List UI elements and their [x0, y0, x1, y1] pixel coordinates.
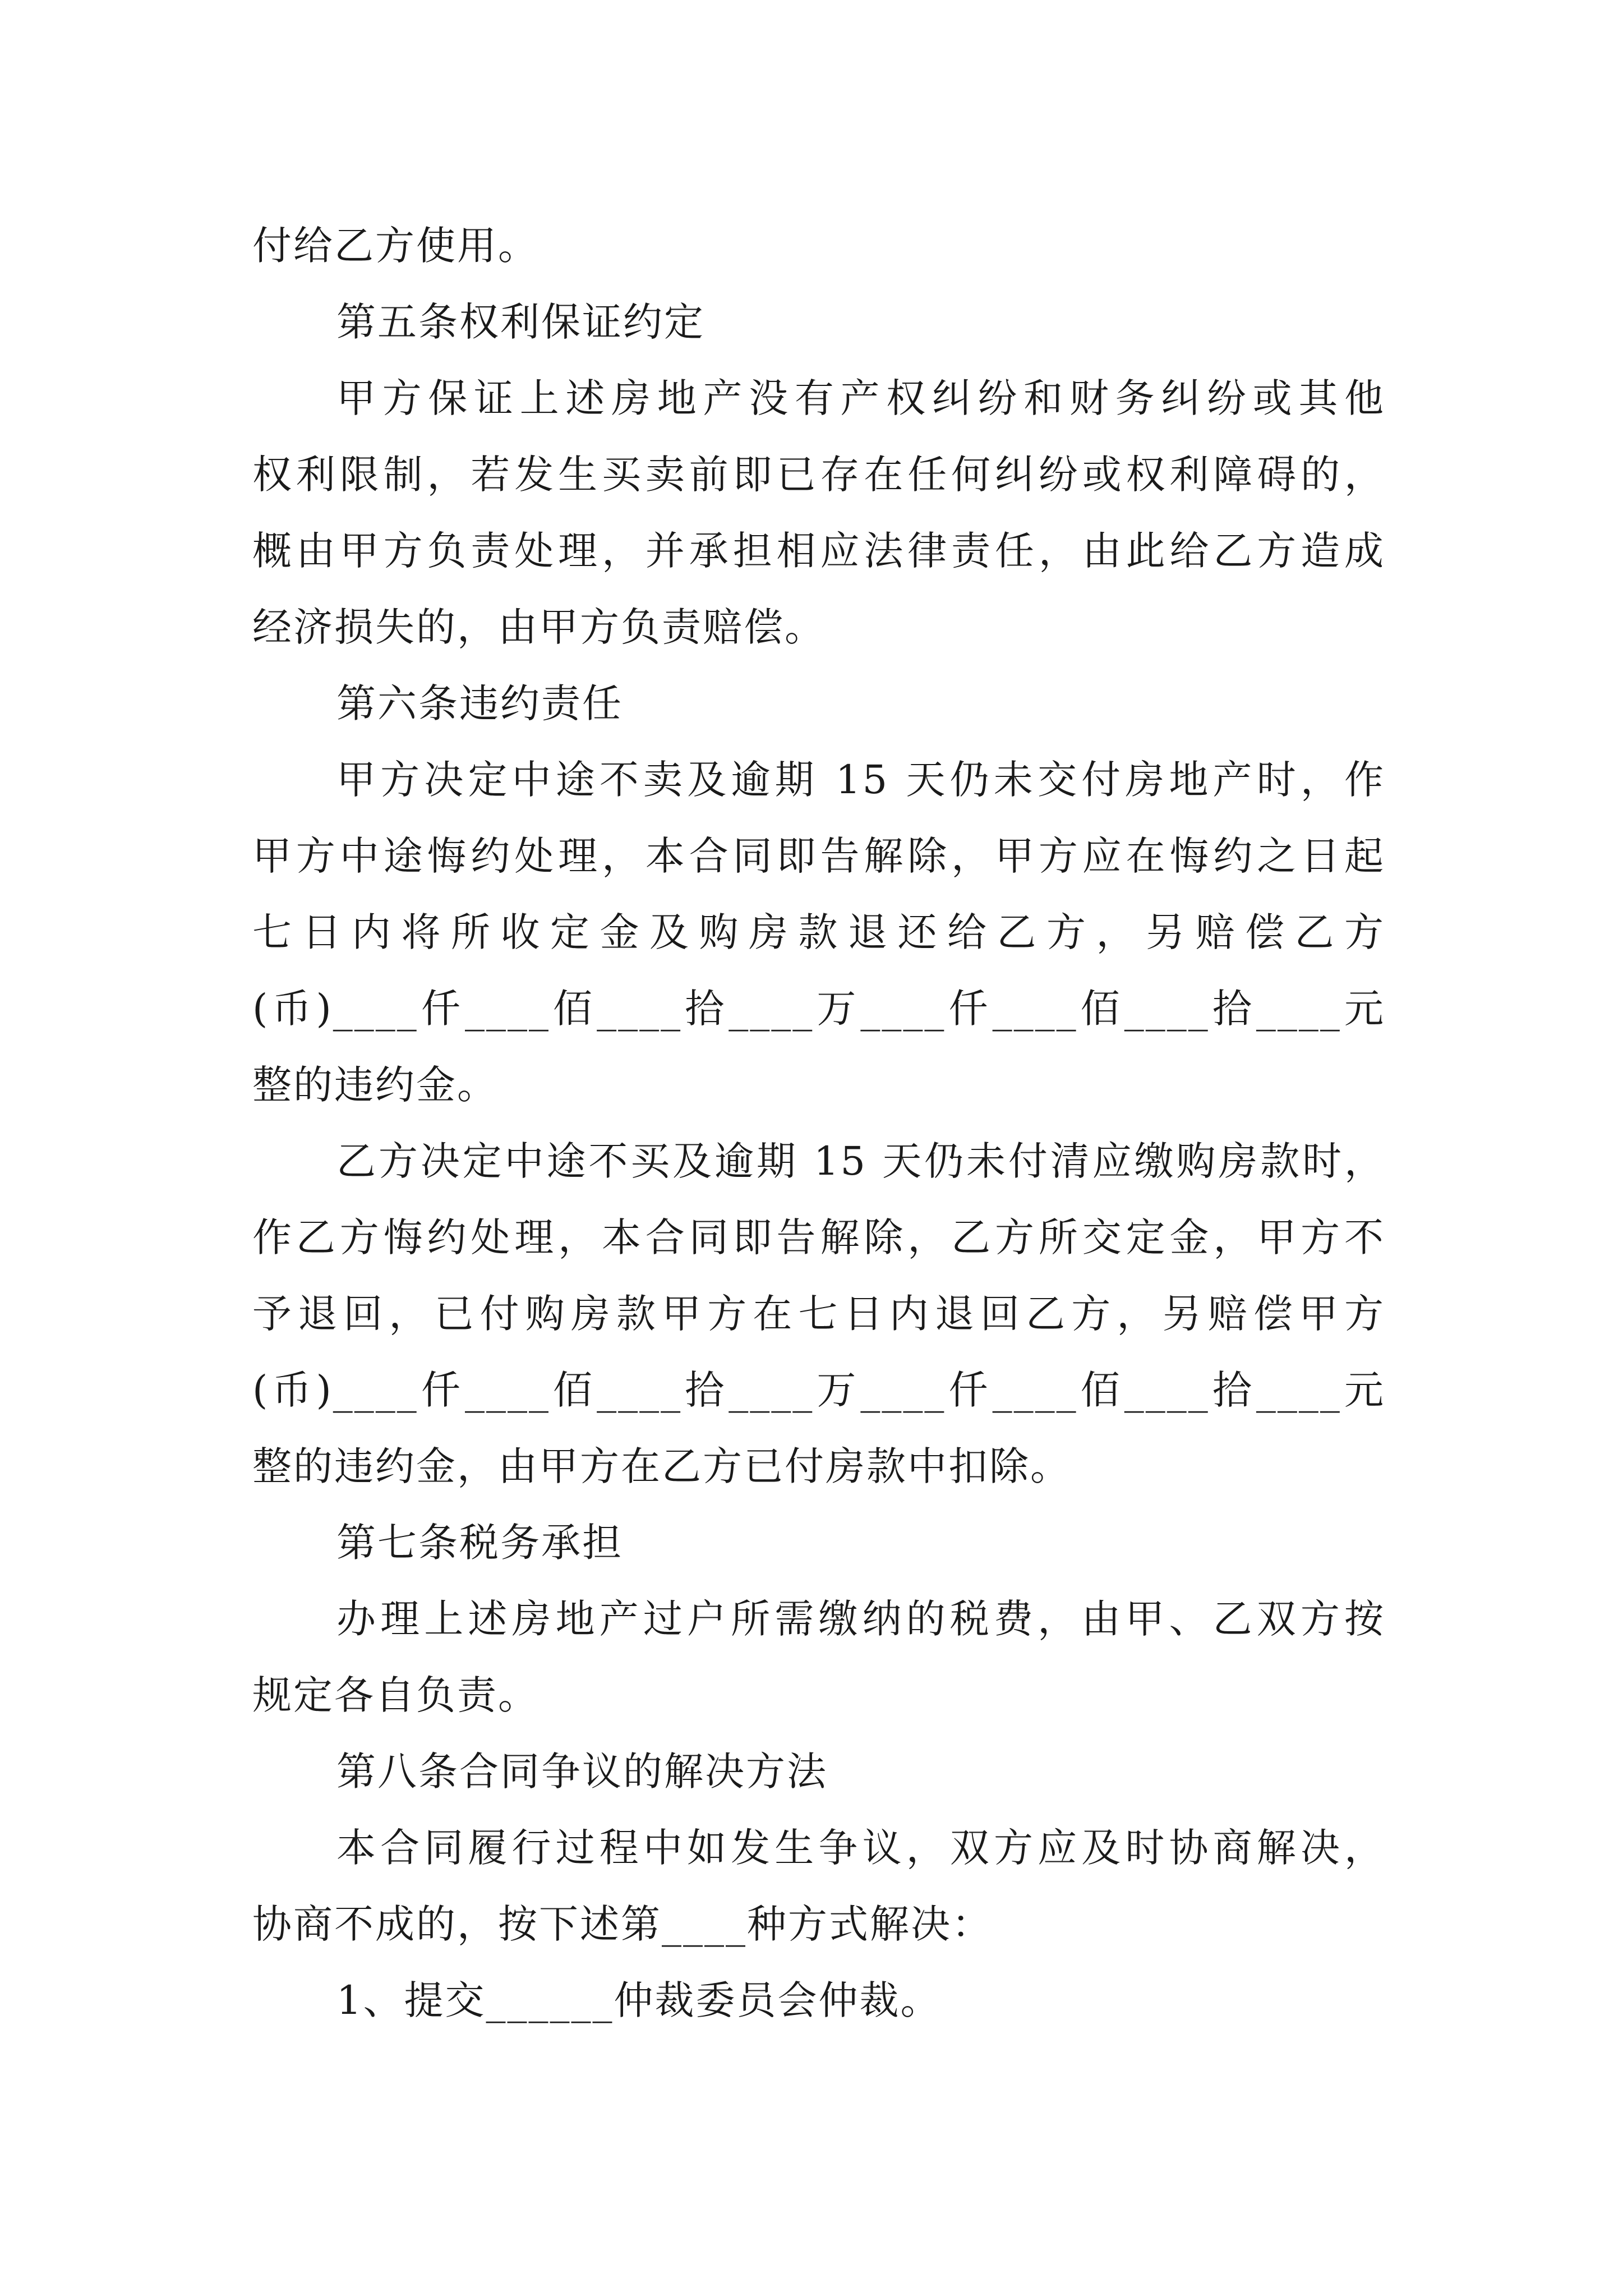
text-line: 甲方保证上述房地产没有产权纠纷和财务纠纷或其他 [336, 375, 1385, 421]
amount-blank-line: (币)____仟____佰____拾____万____仟____佰____拾____元 [252, 986, 1385, 1032]
text-line: 办理上述房地产过户所需缴纳的税费，由甲、乙双方按 [336, 1596, 1385, 1642]
text-line: 经济损失的，由甲方负责赔偿。 [252, 604, 826, 650]
section-heading: 第五条权利保证约定 [336, 299, 705, 345]
text-line: 甲方决定中途不卖及逾期 15 天仍未交付房地产时，作 [336, 757, 1385, 803]
text-line: 整的违约金。 [252, 1062, 498, 1108]
text-line: 甲方中途悔约处理，本合同即告解除，甲方应在悔约之日起 [252, 833, 1385, 879]
text-line: 概由甲方负责处理，并承担相应法律责任，由此给乙方造成 [252, 528, 1385, 574]
text-line: 权利限制，若发生买卖前即已存在任何纠纷或权利障碍的， [252, 452, 1385, 498]
text-line: 乙方决定中途不买及逾期 15 天仍未付清应缴购房款时， [336, 1138, 1385, 1184]
text-line: 1、提交______仲裁委员会仲裁。 [336, 1977, 942, 2023]
text-line: 规定各自负责。 [252, 1672, 539, 1718]
text-line: 予退回，已付购房款甲方在七日内退回乙方，另赔偿甲方 [252, 1291, 1385, 1337]
amount-blank-line: (币)____仟____佰____拾____万____仟____佰____拾____元 [252, 1367, 1385, 1413]
text-line: 七日内将所收定金及购房款退还给乙方，另赔偿乙方 [252, 909, 1385, 955]
section-heading: 第六条违约责任 [336, 680, 623, 726]
text-line: 付给乙方使用。 [252, 223, 539, 269]
text-line: 协商不成的，按下述第____种方式解决： [252, 1901, 993, 1947]
text-line: 本合同履行过程中如发生争议，双方应及时协商解决， [336, 1825, 1385, 1871]
contract-body [252, 208, 1385, 2039]
section-heading: 第七条税务承担 [336, 1520, 623, 1566]
text-line: 作乙方悔约处理，本合同即告解除，乙方所交定金，甲方不 [252, 1214, 1385, 1260]
text-line: 整的违约金，由甲方在乙方已付房款中扣除。 [252, 1443, 1071, 1489]
section-heading: 第八条合同争议的解决方法 [336, 1749, 828, 1795]
